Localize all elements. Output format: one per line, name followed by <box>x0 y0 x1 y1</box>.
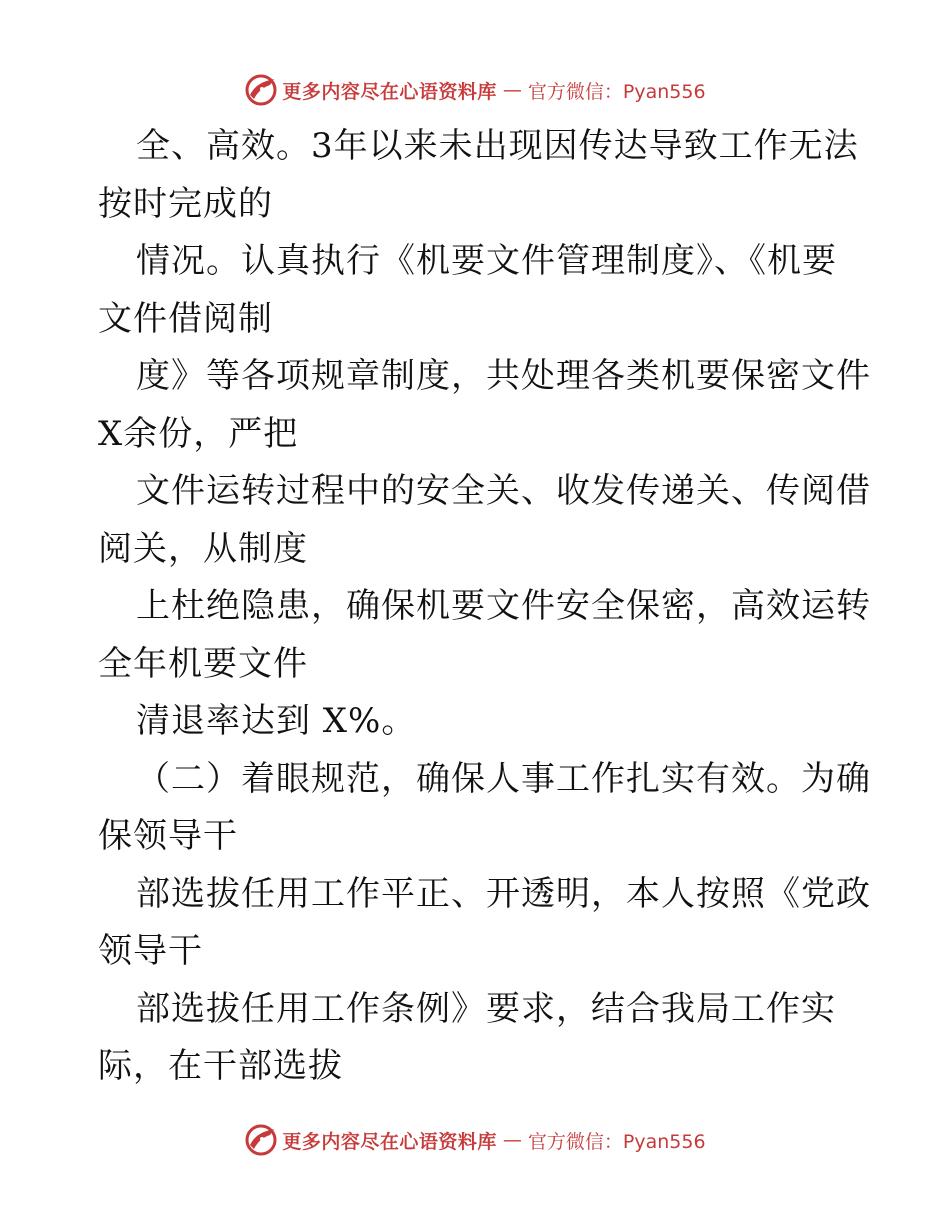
text-line: 全年机要文件 <box>98 643 308 684</box>
text-line: 领导干 <box>98 931 203 971</box>
text-line: 文件运转过程中的安全关、收发传递关、传阅借 <box>136 471 871 511</box>
text-line: 度》等各项规章制度，共处理各类机要保密文件 <box>136 356 871 396</box>
footer-banner-dash: — <box>502 1129 522 1151</box>
text-line: 保领导干 <box>98 816 238 856</box>
header-banner <box>0 72 950 108</box>
pen-nib-logo-icon <box>244 1123 278 1157</box>
header-banner-title: 更多内容尽在心语资料库 <box>282 80 497 103</box>
text-line: 清退率达到 X%。 <box>136 701 417 741</box>
footer-banner-title: 更多内容尽在心语资料库 <box>282 1130 497 1153</box>
text-line: 上杜绝隐患，确保机要文件安全保密，高效运转 <box>136 586 871 626</box>
text-line: （二）着眼规范，确保人事工作扎实有效。为确 <box>136 758 871 799</box>
header-banner-wechat: 官方微信：Pyan556 <box>527 80 706 103</box>
footer-banner-wechat: 官方微信：Pyan556 <box>527 1130 706 1153</box>
text-line: 部选拔任用工作条例》要求，结合我局工作实 <box>136 988 836 1029</box>
text-line: 际，在干部选拔 <box>98 1046 343 1086</box>
text-line: X余份，严把 <box>98 413 299 454</box>
header-banner-dash: — <box>502 79 522 101</box>
text-line: 部选拔任用工作平正、开透明，本人按照《党政 <box>136 873 871 914</box>
pen-nib-logo-icon <box>244 73 278 107</box>
header-banner-content <box>244 73 705 107</box>
text-line: 按时完成的 <box>98 183 273 224</box>
text-line: 文件借阅制 <box>98 298 273 339</box>
footer-banner <box>0 1122 950 1158</box>
document-body <box>98 118 871 1096</box>
text-line: 阅关，从制度 <box>98 528 308 569</box>
footer-banner-content <box>244 1123 705 1157</box>
text-line: 情况。认真执行《机要文件管理制度》、《机要 <box>136 241 837 281</box>
text-line: 全、高效。3年以来未出现因传达导致工作无法 <box>136 126 859 166</box>
